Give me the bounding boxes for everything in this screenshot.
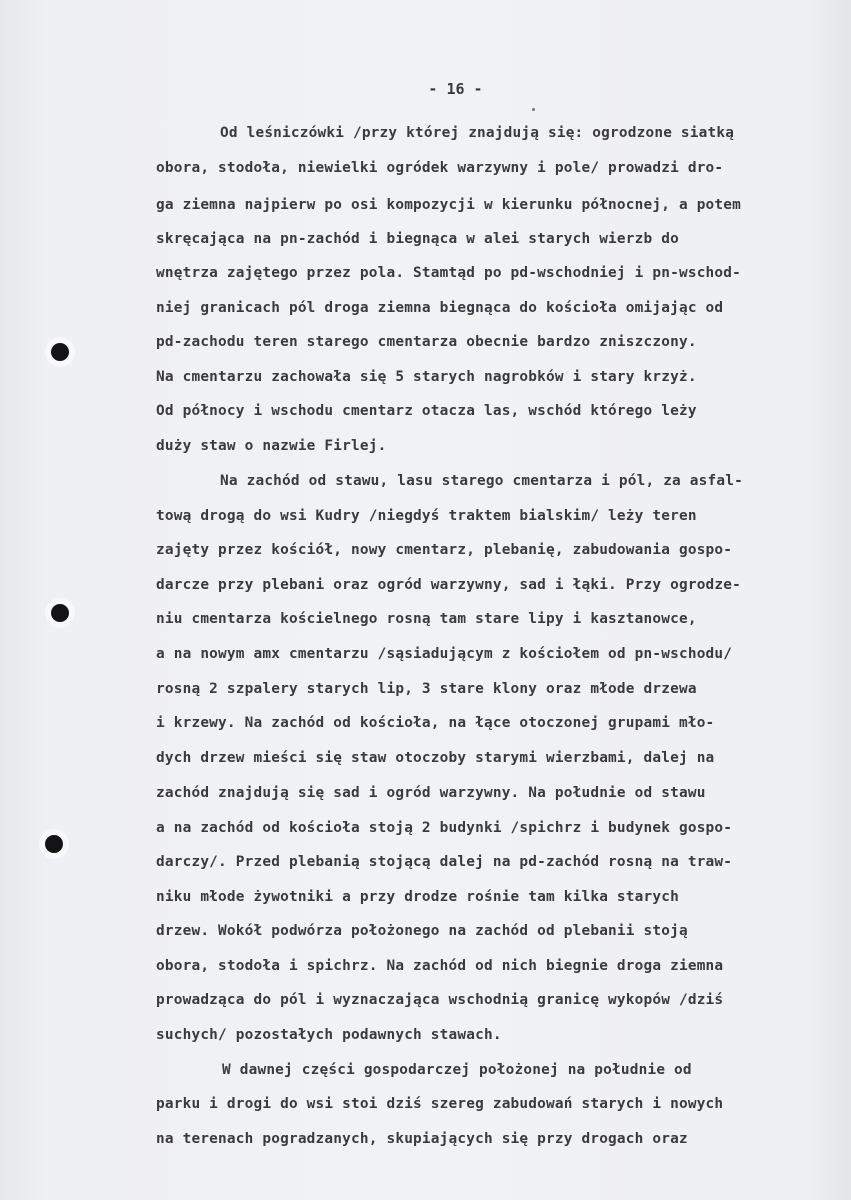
- text-line: ga ziemna najpierw po osi kompozycji w kierunku północnej, a potem: [156, 197, 742, 213]
- ink-dot: [532, 108, 535, 111]
- punch-hole-top: [51, 343, 69, 361]
- text-line: darczy/. Przed plebanią stojącą dalej na pd-zachód rosną na traw-: [156, 854, 733, 870]
- text-line: zajęty przez kościół, nowy cmentarz, plebanię, zabudowania gospo-: [156, 542, 733, 558]
- punch-hole-middle: [51, 604, 69, 622]
- text-line: a na zachód od kościoła stoją 2 budynki /spichrz i budynek gospo-: [156, 820, 733, 836]
- text-line: Od północy i wschodu cmentarz otacza las, wschód którego leży: [156, 403, 697, 419]
- text-line: a na nowym amx cmentarzu /sąsiadującym z kościołem od pn-wschodu/: [156, 646, 733, 662]
- text-line: duży staw o nazwie Firlej.: [156, 438, 387, 454]
- text-line: obora, stodoła, niewielki ogródek warzywny i pole/ prowadzi dro-: [156, 160, 724, 176]
- text-line: rosną 2 szpalery starych lip, 3 stare klony oraz młode drzewa: [156, 681, 697, 697]
- text-line: W dawnej części gospodarczej położonej na południe od: [222, 1062, 692, 1078]
- text-line: prowadząca do pól i wyznaczająca wschodnią granicę wykopów /dziś: [156, 992, 724, 1008]
- text-line: Na cmentarzu zachowała się 5 starych nagrobków i stary krzyż.: [156, 369, 697, 385]
- text-line: obora, stodoła i spichrz. Na zachód od nich biegnie droga ziemna: [156, 958, 724, 974]
- text-line: darcze przy plebani oraz ogród warzywny, sad i łąki. Przy ogrodze-: [156, 577, 742, 593]
- text-line: drzew. Wokół podwórza położonego na zachód od plebanii stoją: [156, 923, 688, 939]
- text-line: zachód znajdują się sad i ogród warzywny. Na południe od stawu: [156, 785, 706, 801]
- text-line: parku i drogi do wsi stoi dziś szereg zabudowań starych i nowych: [156, 1096, 724, 1112]
- text-line: dych drzew mieści się staw otoczoby starymi wierzbami, dalej na: [156, 750, 715, 766]
- text-line: skręcająca na pn-zachód i biegnąca w alei starych wierzb do: [156, 231, 679, 247]
- text-line: wnętrza zajętego przez pola. Stamtąd po pd-wschodniej i pn-wschod-: [156, 265, 742, 281]
- page-number: - 16 -: [428, 80, 483, 98]
- punch-hole-bottom: [45, 835, 63, 853]
- text-line: niku młode żywotniki a przy drodze rośnie tam kilka starych: [156, 889, 679, 905]
- text-line: tową drogą do wsi Kudry /niegdyś traktem bialskim/ leży teren: [156, 508, 697, 524]
- text-line: i krzewy. Na zachód od kościoła, na łące otoczonej grupami mło-: [156, 715, 715, 731]
- text-line: na terenach pogradzanych, skupiających się przy drogach oraz: [156, 1131, 688, 1147]
- text-line: Od leśniczówki /przy której znajdują się: ogrodzone siatką: [220, 125, 735, 141]
- text-line: niu cmentarza kościelnego rosną tam stare lipy i kasztanowce,: [156, 611, 697, 627]
- text-line: Na zachód od stawu, lasu starego cmentarza i pól, za asfal-: [220, 473, 743, 489]
- text-line: pd-zachodu teren starego cmentarza obecnie bardzo zniszczony.: [156, 334, 697, 350]
- text-line: suchych/ pozostałych podawnych stawach.: [156, 1027, 502, 1043]
- text-line: niej granicach pól droga ziemna biegnąca do kościoła omijając od: [156, 300, 724, 316]
